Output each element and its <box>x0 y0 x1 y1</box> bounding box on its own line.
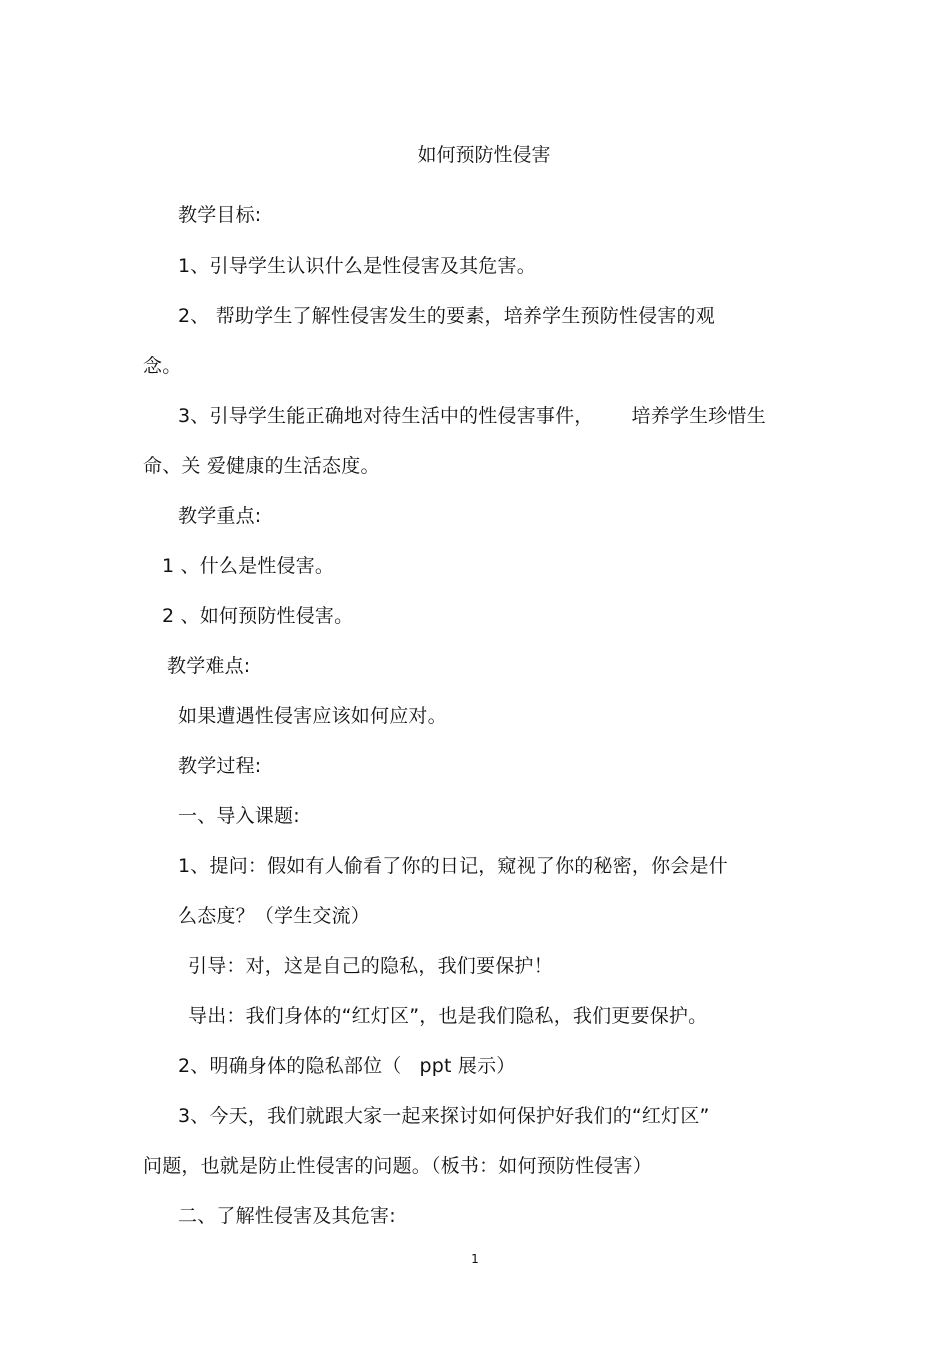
section-heading-difficulties: 教学难点: <box>167 655 251 677</box>
process-step-2 <box>178 1054 516 1078</box>
process-step-1-continued: 么态度？（学生交流） <box>178 905 371 927</box>
process-step-2-part-b: ppt 展示） <box>419 1055 516 1077</box>
process-step-3-continued: 问题，也就是防止性侵害的问题。（板书：如何预防性侵害） <box>143 1155 652 1177</box>
document-title: 如何预防性侵害 <box>417 144 551 166</box>
objective-1: 1、引导学生认识什么是性侵害及其危害。 <box>178 255 536 277</box>
difficulty-1: 如果遭遇性侵害应该如何应对。 <box>178 705 447 727</box>
objective-2-continued: 念。 <box>143 355 182 377</box>
section-heading-objectives: 教学目标: <box>178 204 262 226</box>
objective-3-continued: 命、关 爱健康的生活态度。 <box>143 455 380 477</box>
process-step-1: 1、提问：假如有人偷看了你的日记，窥视了你的秘密，你会是什 <box>178 855 728 877</box>
objective-2: 2、 帮助学生了解性侵害发生的要素，培养学生预防性侵害的观 <box>178 305 715 327</box>
section-heading-process: 教学过程: <box>178 755 262 777</box>
process-part-2-heading: 二、了解性侵害及其危害: <box>178 1205 396 1227</box>
objective-3-part-a: 3、引导学生能正确地对待生活中的性侵害事件， <box>178 405 594 427</box>
guidance-line: 引导：对，这是自己的隐私，我们要保护！ <box>188 955 553 977</box>
objective-3-part-b: 培养学生珍惜生 <box>631 405 766 427</box>
section-heading-key-points: 教学重点: <box>178 505 262 527</box>
process-part-1-heading: 一、导入课题: <box>178 805 300 827</box>
objective-3 <box>178 404 766 428</box>
process-step-3: 3、今天，我们就跟大家一起来探讨如何保护好我们的“红灯区” <box>178 1105 710 1127</box>
lead-out-line: 导出：我们身体的“红灯区”，也是我们隐私，我们更要保护。 <box>188 1005 708 1027</box>
page-number: 1 <box>471 1252 479 1266</box>
key-point-2: 2 、如何预防性侵害。 <box>162 605 354 627</box>
process-step-2-part-a: 2、明确身体的隐私部位（ <box>178 1055 402 1077</box>
key-point-1: 1 、什么是性侵害。 <box>162 555 335 577</box>
